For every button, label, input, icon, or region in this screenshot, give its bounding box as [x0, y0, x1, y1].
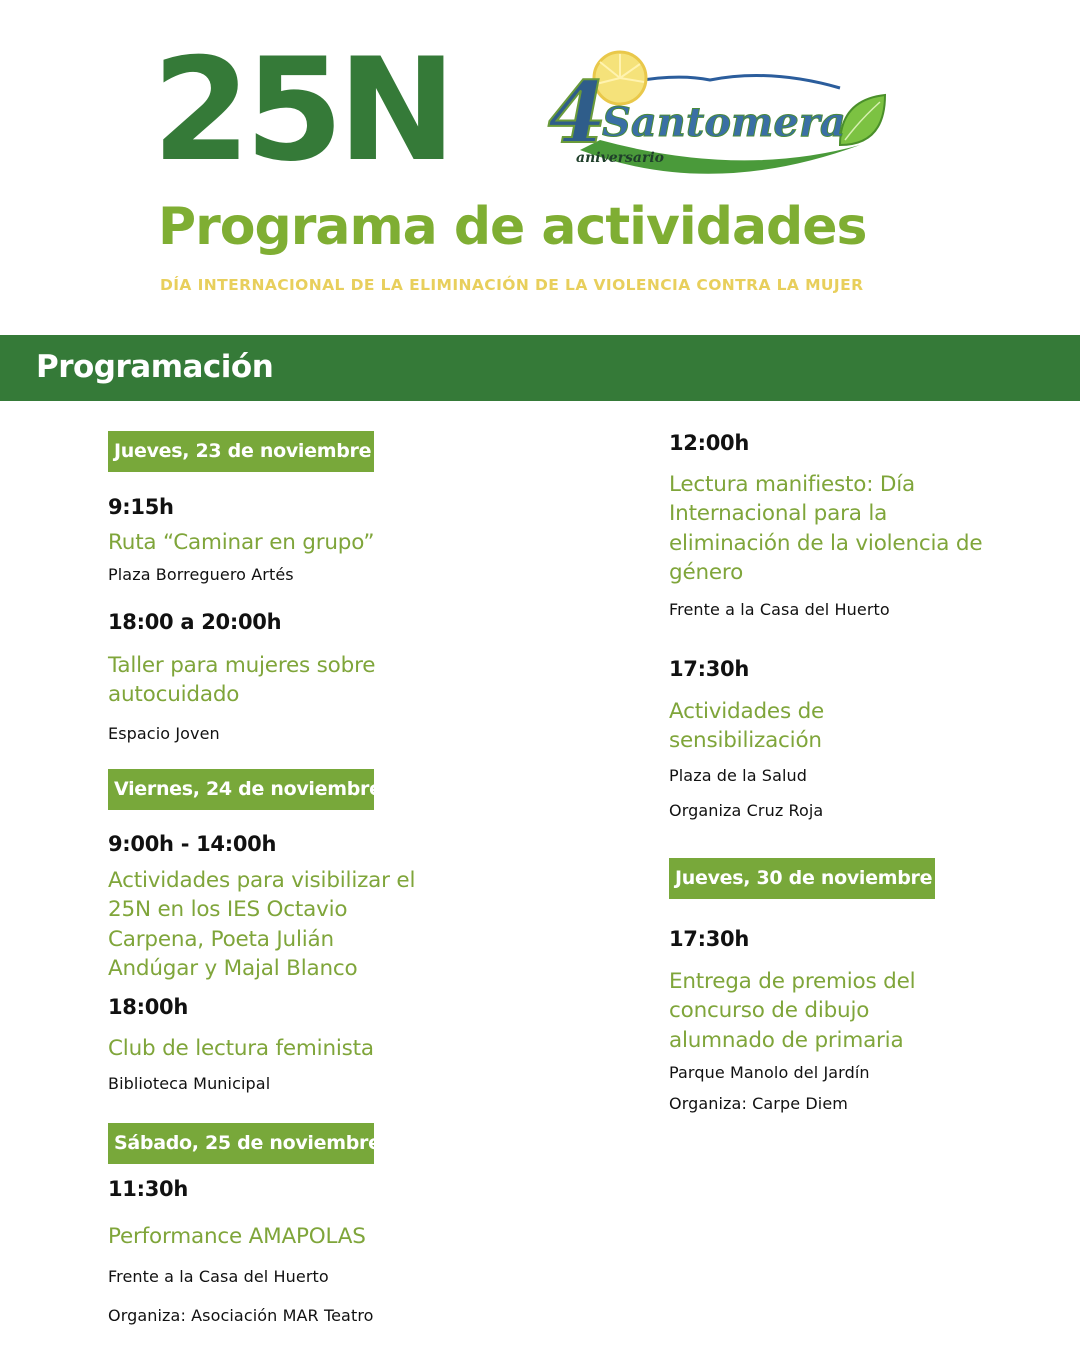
event-place: Frente a la Casa del Huerto: [108, 1267, 329, 1286]
event-activity-line: Andúgar y Majal Blanco: [108, 956, 358, 981]
event-organizer: Organiza Cruz Roja: [669, 801, 824, 820]
event-activity-line: alumnado de primaria: [669, 1028, 904, 1053]
event-activity-line: Carpena, Poeta Julián: [108, 927, 334, 952]
event-activity-line: Actividades para visibilizar el: [108, 868, 416, 893]
event-activity-line: concurso de dibujo: [669, 998, 870, 1023]
event-activity: Ruta “Caminar en grupo”: [108, 530, 375, 555]
event-activity-line: Actividades de: [669, 699, 825, 724]
event-time: 12:00h: [669, 431, 749, 455]
program-subtitle: Programa de actividades: [158, 197, 867, 257]
event-organizer: Organiza: Carpe Diem: [669, 1094, 848, 1113]
event-place: Espacio Joven: [108, 724, 220, 743]
event-time: 17:30h: [669, 657, 749, 681]
santomera-logo: [540, 50, 890, 180]
day-header-23: Jueves, 23 de noviembre: [108, 431, 374, 472]
event-place: Plaza de la Salud: [669, 766, 808, 785]
event-time: 17:30h: [669, 927, 749, 951]
event-activity-line: Lectura manifiesto: Día: [669, 472, 916, 497]
event-place: Plaza Borreguero Artés: [108, 565, 294, 584]
event-activity-line: Taller para mujeres sobre: [108, 653, 376, 678]
lemon-leaf-logo-icon: [540, 50, 890, 180]
event-activity-line: sensibilización: [669, 728, 822, 753]
event-time: 9:15h: [108, 495, 174, 519]
event-time: 18:00h: [108, 995, 188, 1019]
event-place: Frente a la Casa del Huerto: [669, 600, 890, 619]
event-activity-line: autocuidado: [108, 682, 240, 707]
event-time: 9:00h - 14:00h: [108, 832, 277, 856]
logo-wordmark: Santomera: [602, 99, 846, 146]
section-title: Programación: [36, 349, 274, 385]
event-time: 18:00 a 20:00h: [108, 610, 282, 634]
event-place: Parque Manolo del Jardín: [669, 1063, 870, 1082]
day-header-30: Jueves, 30 de noviembre: [669, 858, 935, 899]
event-activity-line: género: [669, 560, 744, 585]
event-activity: Performance AMAPOLAS: [108, 1224, 366, 1249]
day-tagline: DÍA INTERNACIONAL DE LA ELIMINACIÓN DE LA VIOLENCIA CONTRA LA MUJER: [160, 276, 864, 294]
event-activity: Club de lectura feminista: [108, 1036, 374, 1061]
day-header-24: Viernes, 24 de noviembre: [108, 769, 374, 810]
event-place: Biblioteca Municipal: [108, 1074, 271, 1093]
logo-number: 4: [548, 63, 607, 162]
logo-subtext: aniversario: [576, 150, 664, 166]
event-organizer: Organiza: Asociación MAR Teatro: [108, 1306, 374, 1325]
event-time: 11:30h: [108, 1177, 188, 1201]
event-activity-line: Internacional para la: [669, 501, 888, 526]
event-activity-line: eliminación de la violencia de: [669, 531, 983, 556]
event-activity-line: Entrega de premios del: [669, 969, 916, 994]
event-activity-line: 25N en los IES Octavio: [108, 897, 348, 922]
main-title: 25N: [152, 28, 451, 193]
day-header-25: Sábado, 25 de noviembre: [108, 1123, 374, 1164]
